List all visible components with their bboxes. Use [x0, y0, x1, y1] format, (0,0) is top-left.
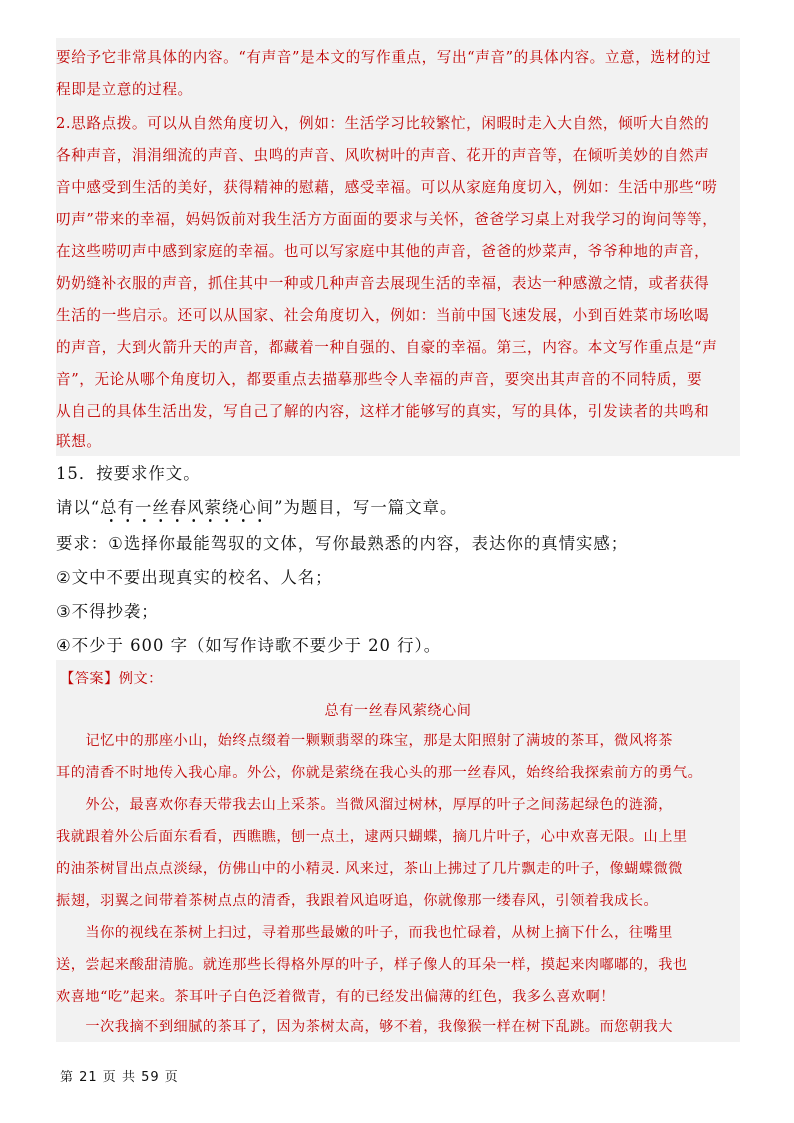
requirement-2	[56, 564, 333, 588]
requirement-text: 不少于 600 字（如写作诗歌不要少于 20 行）。	[71, 636, 442, 655]
analysis-line: 奶奶缝补衣服的声音，抓住其中一种或几种声音去展现生活的幸福，表达一种感激之情，或者获得	[56, 275, 710, 292]
requirement-4	[56, 632, 441, 656]
circled-number-3: ③	[56, 602, 72, 621]
analysis-line: 生活的一些启示。还可以从国家、社会角度切入，例如：当前中国飞速发展，小到百姓菜市场吆喝	[56, 307, 710, 324]
analysis-line: 程即是立意的过程。	[56, 81, 193, 98]
analysis-line: 叨声”带来的幸福，妈妈饭前对我生活方方面面的要求与关怀，爸爸学习桌上对我学习的询问等等，	[56, 211, 718, 228]
requirement-text: 不得抄袭；	[71, 602, 159, 621]
analysis-line: 在这些唠叨声中感到家庭的幸福。也可以写家庭中其他的声音，爸爸的炒菜声，爷爷种地的声音，	[56, 243, 710, 260]
essay-line: 振翅，羽翼之间带着茶树点点的清香，我跟着风追呀追，你就像那一缕春风，引领着我成长。	[56, 893, 659, 909]
analysis-line: 各种声音，涓涓细流的声音、虫鸣的声音、风吹树叶的声音、花开的声音等，在倾听美妙的自然声	[56, 147, 710, 164]
requirement-3	[56, 598, 159, 622]
essay-line: 耳的清香不时地传入我心扉。外公，你就是萦绕在我心头的那一丝春风，始终给我探索前方的勇气。	[56, 765, 703, 781]
essay-line: 当你的视线在茶树上扫过，寻着那些最嫩的叶子，而我也忙碌着，从树上摘下什么，往嘴里	[56, 925, 673, 941]
analysis-line: 音”，无论从哪个角度切入，都要重点去描摹那些令人幸福的声音，要突出其声音的不同特质，要	[56, 371, 703, 388]
essay-line: 送，尝起来酸甜清脆。就连那些长得格外厚的叶子，样子像人的耳朵一样，摸起来肉嘟嘟的，我也	[56, 957, 688, 973]
analysis-line: 从自己的具体生活出发，写自己了解的内容，这样才能够写的真实，写的具体，引发读者的共鸣和	[56, 403, 710, 420]
analysis-line: 音中感受到生活的美好，获得精神的慰藉，感受幸福。可以从家庭角度切入，例如：生活中那些“唠	[56, 179, 718, 196]
requirement-text: 文中不要出现真实的校名、人名；	[71, 568, 333, 587]
prompt-before: 请以“	[56, 498, 101, 517]
answer-label: 【答案】例文：	[60, 671, 163, 687]
essay-line: 欢喜地“吃”起来。茶耳叶子白色泛着微青，有的已经发出偏薄的红色，我多么喜欢啊！	[56, 989, 615, 1005]
analysis-line: 的声音，大到火箭升天的声音，都藏着一种自强的、自豪的幸福。第三，内容。本文写作重点是“声	[56, 339, 718, 356]
requirements-intro: 要求：	[56, 534, 109, 553]
circled-number-4: ④	[56, 636, 72, 655]
requirement-text: 选择你最能驾驭的文体，写你最熟悉的内容，表达你的真情实感；	[123, 534, 629, 553]
essay-line: 外公，最喜欢你春天带我去山上采茶。当微风溜过树林，厚厚的叶子之间荡起绿色的涟漪，	[56, 797, 673, 813]
question-number-line: 15．按要求作文。	[56, 464, 201, 483]
essay-title: 总有一丝春风萦绕心间	[324, 703, 472, 719]
essay-line: 记忆中的那座小山，始终点缀着一颗颗翡翠的珠宝，那是太阳照射了满坡的茶耳，微风将茶	[56, 733, 673, 749]
analysis-section	[56, 38, 740, 456]
page-number-footer: 第 21 页 共 59 页	[60, 1070, 179, 1085]
circled-number-1: ①	[108, 534, 124, 553]
prompt-title: 总有一丝春风萦绕心间	[100, 498, 275, 517]
analysis-line: 联想。	[56, 433, 102, 450]
essay-line: 我就跟着外公后面东看看，西瞧瞧，刨一点土，逮两只蝴蝶，摘几片叶子，心中欢喜无限。山上里	[56, 829, 688, 845]
requirement-1	[56, 530, 628, 554]
question-prompt	[56, 494, 457, 518]
question-15	[56, 458, 740, 658]
analysis-line: 要给予它非常具体的内容。“有声音”是本文的写作重点，写出“声音”的具体内容。立意，选材的过	[56, 49, 712, 66]
circled-number-2: ②	[56, 568, 72, 587]
essay-line: 的油茶树冒出点点淡绿，仿佛山中的小精灵. 风来过，茶山上拂过了几片飘走的叶子，像蝴蝶微微	[56, 861, 683, 877]
analysis-line: 2.思路点拨。可以从自然角度切入，例如：生活学习比较繁忙，闲暇时走入大自然，倾听大自然的	[56, 115, 710, 132]
answer-section	[56, 660, 740, 1042]
essay-line: 一次我摘不到细腻的茶耳了，因为茶树太高，够不着，我像猴一样在树下乱跳。而您朝我大	[56, 1019, 673, 1035]
prompt-after: ”为题目，写一篇文章。	[274, 498, 458, 517]
